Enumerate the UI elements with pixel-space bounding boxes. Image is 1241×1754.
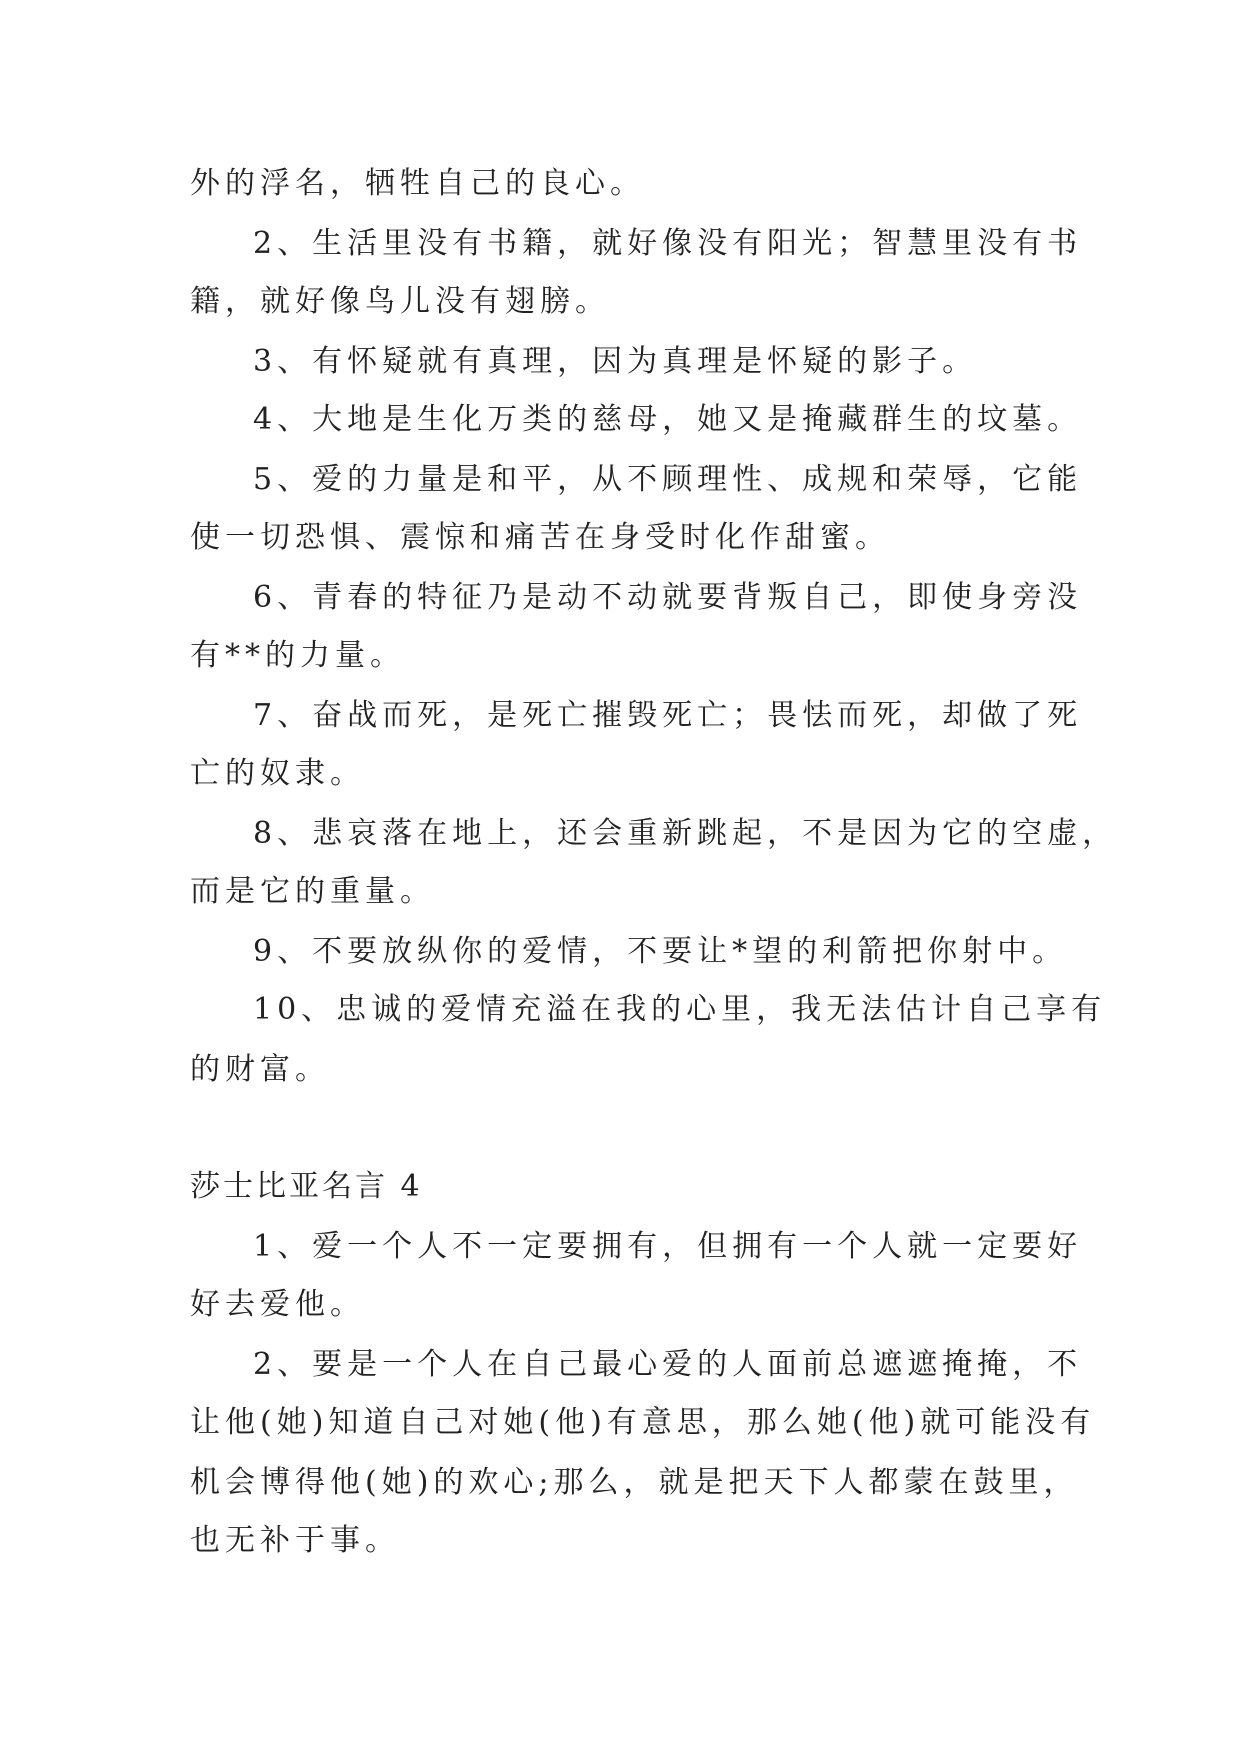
text-line: 6、青春的特征乃是动不动就要背叛自己，即使身旁没	[253, 580, 1083, 615]
text-line: 机会博得他(她)的欢心;那么，就是把天下人都蒙在鼓里，	[190, 1465, 1079, 1500]
text-line: 7、奋战而死，是死亡摧毁死亡；畏怯而死，却做了死	[253, 698, 1083, 733]
text-line: 2、要是一个人在自己最心爱的人面前总遮遮掩掩，不	[253, 1347, 1083, 1382]
text-line: 好去爱他。	[190, 1287, 365, 1322]
text-line: 使一切恐惧、震惊和痛苦在身受时化作甜蜜。	[190, 520, 890, 555]
text-line: 5、爱的力量是和平，从不顾理性、成规和荣辱，它能	[253, 462, 1083, 497]
text-line: 有**的力量。	[190, 638, 405, 673]
text-line: 9、不要放纵你的爱情，不要让*望的利箭把你射中。	[253, 934, 1068, 969]
text-line: 让他(她)知道自己对她(他)有意思，那么她(他)就可能没有	[190, 1405, 1096, 1440]
text-line: 而是它的重量。	[190, 874, 435, 909]
text-line: 1、爱一个人不一定要拥有，但拥有一个人就一定要好	[253, 1229, 1083, 1264]
text-line: 籍，就好像鸟儿没有翅膀。	[190, 284, 610, 319]
text-line: 外的浮名，牺牲自己的良心。	[190, 166, 645, 201]
text-line: 也无补于事。	[190, 1523, 400, 1558]
text-line: 10、忠诚的爱情充溢在我的心里，我无法估计自己享有	[253, 992, 1107, 1027]
section-title: 莎士比亚名言 4	[190, 1169, 423, 1204]
text-line: 的财富。	[190, 1052, 330, 1087]
text-line: 8、悲哀落在地上，还会重新跳起，不是因为它的空虚，	[253, 816, 1118, 851]
text-line: 4、大地是生化万类的慈母，她又是掩藏群生的坟墓。	[253, 402, 1083, 437]
text-line: 3、有怀疑就有真理，因为真理是怀疑的影子。	[253, 344, 978, 379]
text-line: 2、生活里没有书籍，就好像没有阳光；智慧里没有书	[253, 226, 1083, 261]
text-line: 亡的奴隶。	[190, 756, 365, 791]
